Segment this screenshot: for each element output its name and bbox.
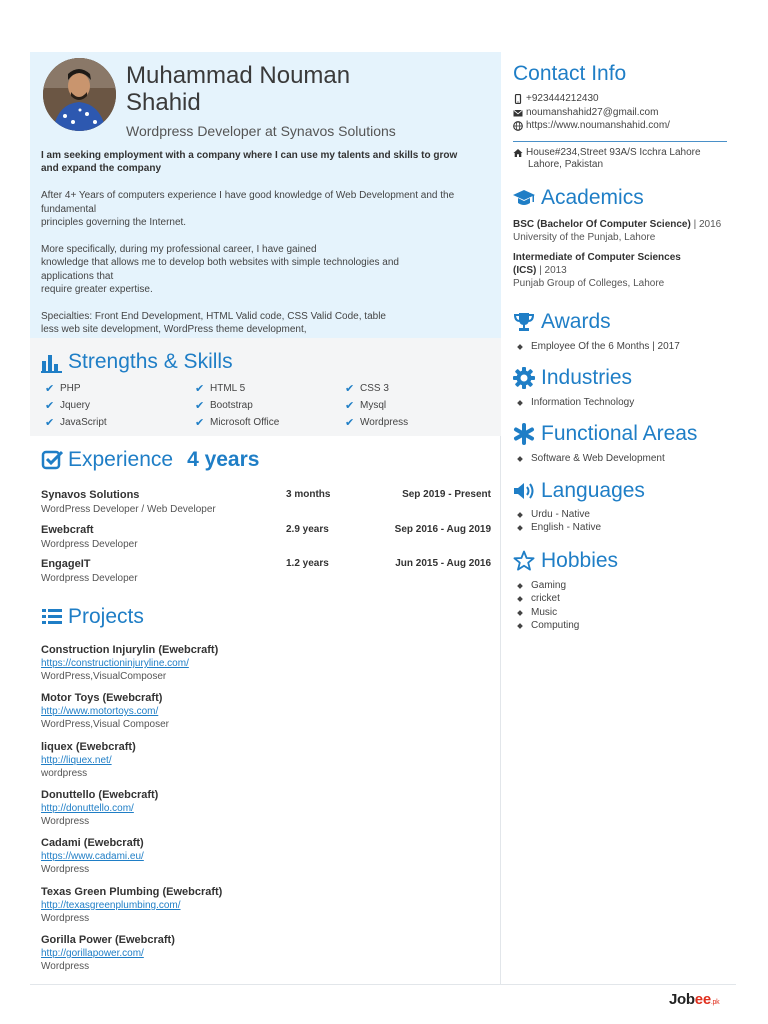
experience-item: [41, 524, 491, 556]
summary-line: principles governing the Internet.: [41, 217, 187, 229]
contact-website: https://www.noumanshahid.com/: [513, 120, 670, 131]
project-tech: Wordpress: [41, 864, 90, 875]
project-tech: Wordpress: [41, 961, 90, 972]
experience-company: Ewebcraft: [41, 524, 94, 536]
hobbies-title: Hobbies: [541, 549, 619, 572]
project-link[interactable]: http://gorillapower.com/: [41, 948, 144, 959]
profile-summary: [41, 149, 491, 337]
languages-list: [518, 508, 601, 535]
project-name: Motor Toys (Ewebcraft): [41, 692, 163, 704]
industries-list: [518, 396, 634, 409]
project-item: [41, 643, 481, 683]
list-icon: [41, 606, 63, 628]
check-icon: ✔: [195, 416, 205, 429]
skills-title: Strengths & Skills: [68, 350, 233, 373]
functional-areas-heading: [513, 422, 697, 446]
academic-degree: BSC (Bachelor Of Computer Science) | 2016: [513, 219, 722, 230]
profile-header: [30, 52, 501, 338]
project-link[interactable]: https://constructioninjuryline.com/: [41, 658, 189, 669]
experience-role: Wordpress Developer: [41, 573, 138, 584]
experience-title: Experience: [68, 448, 174, 471]
hobby-item: Computing: [518, 619, 579, 632]
experience-dates: Jun 2015 - Aug 2016: [395, 558, 491, 569]
skill-item: ✔ Jquery: [45, 399, 91, 412]
project-tech: Wordpress: [41, 913, 90, 924]
functional-areas-title: Functional Areas: [541, 422, 698, 445]
contact-heading: [513, 62, 626, 86]
summary-line: require greater expertise.: [41, 284, 153, 296]
contact-email: noumanshahid27@gmail.com: [513, 107, 658, 118]
experience-heading: [41, 448, 259, 472]
languages-title: Languages: [541, 479, 645, 502]
check-icon: ✔: [195, 399, 205, 412]
experience-company: Synavos Solutions: [41, 489, 140, 501]
asterisk-icon: [513, 423, 535, 445]
objective-line: I am seeking employment with a company where I can use my talents and skills to grow: [41, 150, 458, 161]
experience-item: [41, 558, 491, 590]
checkbox-icon: [41, 449, 63, 471]
resume-page: [30, 52, 736, 984]
home-icon: [513, 148, 523, 158]
summary-line: applications that: [41, 270, 114, 282]
skill-item: ✔ Bootstrap: [195, 399, 253, 412]
projects-heading: [41, 605, 144, 629]
project-name: Gorilla Power (Ewebcraft): [41, 934, 175, 946]
project-name: Construction Injurylin (Ewebcraft): [41, 644, 219, 656]
trophy-icon: [513, 311, 535, 333]
candidate-name-line2: Shahid: [126, 89, 201, 116]
academic-degree: Intermediate of Computer Sciences (ICS) | 2013: [513, 252, 681, 276]
industry-item: Information Technology: [518, 396, 634, 409]
academic-institute: University of the Punjab, Lahore: [513, 232, 656, 243]
languages-heading: [513, 479, 645, 503]
language-item: English - Native: [518, 521, 601, 534]
industries-heading: [513, 366, 632, 390]
project-link[interactable]: https://www.cadami.eu/: [41, 851, 144, 862]
check-icon: ✔: [45, 416, 55, 429]
project-item: [41, 691, 481, 731]
experience-duration: 1.2 years: [286, 558, 329, 569]
graduation-cap-icon: [513, 187, 535, 209]
skill-item: ✔ HTML 5: [195, 382, 246, 395]
jobee-logo: Jobee.pk: [669, 991, 720, 1008]
project-item: [41, 788, 481, 828]
project-tech: Wordpress: [41, 816, 90, 827]
candidate-name-line1: Muhammad Nouman: [126, 62, 351, 89]
envelope-icon: [513, 108, 523, 118]
project-name: liquex (Ewebcraft): [41, 741, 136, 753]
experience-duration: 2.9 years: [286, 524, 329, 535]
check-icon: ✔: [345, 416, 355, 429]
summary-line: less web site development, WordPress theme development,: [41, 324, 307, 336]
experience-dates: Sep 2016 - Aug 2019: [394, 524, 491, 535]
check-icon: ✔: [345, 399, 355, 412]
project-link[interactable]: http://www.motortoys.com/: [41, 706, 159, 717]
hobby-item: Music: [518, 606, 579, 619]
functional-areas-list: [518, 452, 665, 465]
academic-institute: Punjab Group of Colleges, Lahore: [513, 278, 665, 289]
awards-heading: [513, 310, 611, 334]
skills-list: [45, 381, 485, 429]
profile-photo: [43, 58, 116, 131]
project-link[interactable]: http://texasgreenplumbing.com/: [41, 900, 181, 911]
academics-heading: [513, 186, 644, 210]
project-link[interactable]: http://donuttello.com/: [41, 803, 134, 814]
industries-title: Industries: [541, 366, 633, 389]
experience-role: Wordpress Developer: [41, 539, 138, 550]
experience-item: [41, 489, 491, 521]
contact-title: Contact Info: [513, 62, 627, 85]
star-icon: [513, 550, 535, 572]
skill-item: ✔ JavaScript: [45, 416, 107, 429]
award-item: Employee Of the 6 Months | 2017: [518, 340, 680, 353]
functional-area-item: Software & Web Development: [518, 452, 665, 465]
contact-phone: +923444212430: [513, 93, 599, 104]
hobbies-heading: [513, 549, 618, 573]
contact-address: House#234,Street 93A/S Icchra Lahore Lahore, Pakistan: [513, 147, 701, 170]
project-name: Cadami (Ewebcraft): [41, 837, 144, 849]
summary-line: After 4+ Years of computers experience I have good knowledge of Web Development and the: [41, 190, 455, 202]
project-item: [41, 885, 481, 925]
experience-role: WordPress Developer / Web Developer: [41, 504, 216, 515]
skill-item: ✔ Wordpress: [345, 416, 409, 429]
language-item: Urdu - Native: [518, 508, 601, 521]
project-item: [41, 740, 481, 780]
check-icon: ✔: [195, 382, 205, 395]
project-name: Donuttello (Ewebcraft): [41, 789, 159, 801]
summary-line: Specialties: Front End Development, HTML Valid code, CSS Valid Code, table: [41, 310, 386, 322]
projects-title: Projects: [68, 605, 144, 628]
footer-divider: [30, 984, 736, 985]
academics-title: Academics: [541, 186, 644, 209]
check-icon: ✔: [45, 399, 55, 412]
check-icon: ✔: [345, 382, 355, 395]
hobby-item: Gaming: [518, 579, 579, 592]
awards-title: Awards: [541, 310, 611, 333]
globe-icon: [513, 121, 523, 131]
summary-line: knowledge that allows me to develop both websites with simple technologies and: [41, 257, 399, 269]
check-icon: ✔: [45, 382, 55, 395]
skills-heading: [41, 350, 233, 374]
hobbies-list: [518, 579, 579, 633]
skill-item: ✔ Microsoft Office: [195, 416, 280, 429]
project-tech: wordpress: [41, 768, 88, 779]
experience-company: EngageIT: [41, 558, 91, 570]
skill-item: ✔ CSS 3: [345, 382, 389, 395]
skill-item: ✔ Mysql: [345, 399, 387, 412]
project-item: [41, 836, 481, 876]
project-item: [41, 933, 481, 973]
current-job-title: Wordpress Developer at Synavos Solutions: [126, 123, 396, 139]
hobby-item: cricket: [518, 592, 579, 605]
objective-line: and expand the company: [41, 163, 162, 175]
summary-line: fundamental: [41, 203, 97, 215]
project-name: Texas Green Plumbing (Ewebcraft): [41, 886, 223, 898]
summary-line: More specifically, during my professional career, I have gained: [41, 243, 317, 255]
experience-dates: Sep 2019 - Present: [402, 489, 491, 500]
candidate-name: [126, 62, 486, 116]
experience-duration: 3 months: [286, 489, 331, 500]
contact-divider: [513, 141, 727, 142]
experience-years: 4 years: [187, 448, 260, 471]
bar-chart-icon: [41, 351, 63, 373]
left-column: [30, 52, 501, 984]
mobile-phone-icon: [513, 94, 523, 104]
gear-icon: [513, 367, 535, 389]
speaker-icon: [513, 480, 535, 502]
awards-list: [518, 340, 680, 353]
skill-item: ✔ PHP: [45, 382, 81, 395]
project-link[interactable]: http://liquex.net/: [41, 755, 112, 766]
project-tech: WordPress,VisualComposer: [41, 671, 167, 682]
project-tech: WordPress,Visual Composer: [41, 719, 170, 730]
